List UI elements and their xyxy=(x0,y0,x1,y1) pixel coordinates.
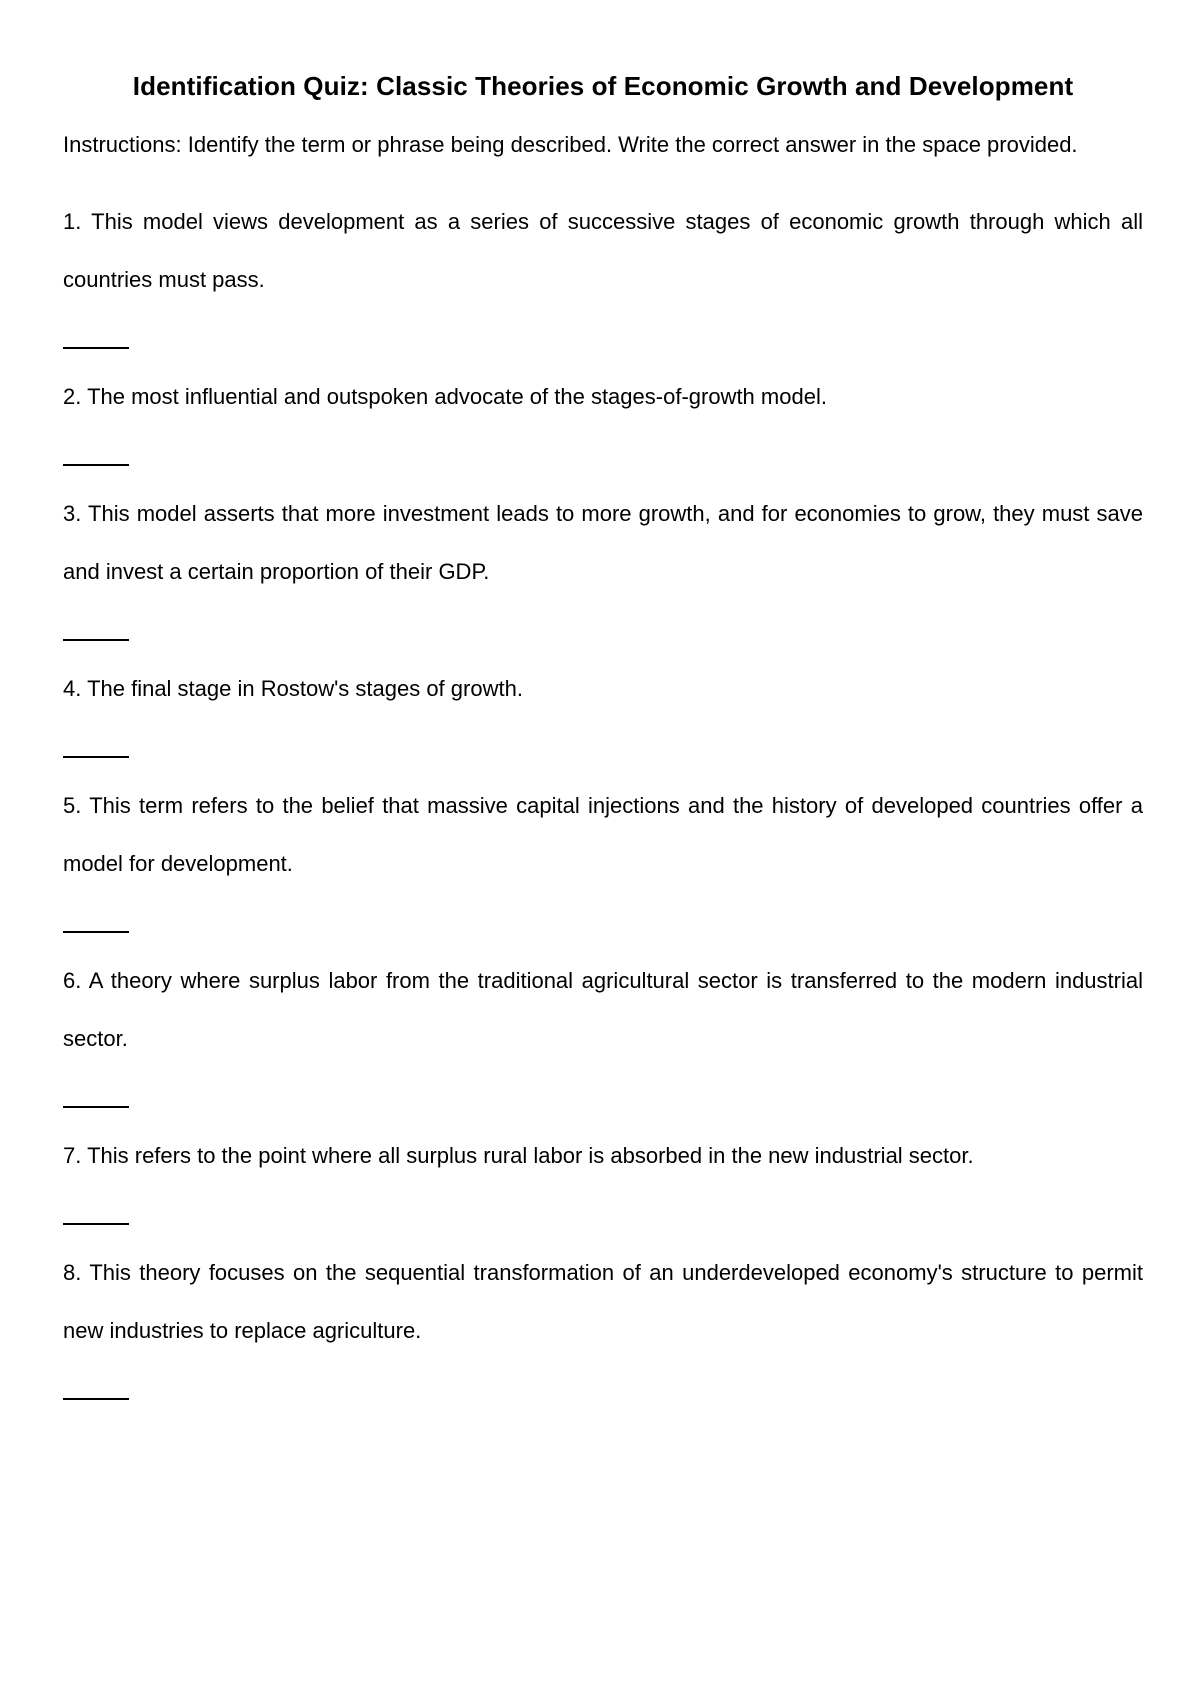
answer-blank[interactable] xyxy=(63,464,129,466)
question-item xyxy=(63,485,1143,641)
answer-blank[interactable] xyxy=(63,1398,129,1400)
question-list xyxy=(63,193,1143,1400)
question-text: 8. This theory focuses on the sequential transformation of an underdeveloped economy's structure to permit new industries to replace agriculture. xyxy=(63,1260,1143,1343)
question-item xyxy=(63,1244,1143,1400)
question-text: 5. This term refers to the belief that massive capital injections and the history of developed countries offer a model for development. xyxy=(63,793,1143,876)
question-item xyxy=(63,368,1143,466)
quiz-page xyxy=(63,62,1143,1418)
question-text: 3. This model asserts that more investment leads to more growth, and for economies to grow, they must save and invest a certain proportion of their GDP. xyxy=(63,501,1143,584)
question-text: 6. A theory where surplus labor from the traditional agricultural sector is transferred to the modern industrial sector. xyxy=(63,968,1143,1051)
answer-blank[interactable] xyxy=(63,1106,129,1108)
instructions-text: Instructions: Identify the term or phrase being described. Write the correct answer in the space provided. xyxy=(63,132,1078,157)
question-text: 2. The most influential and outspoken advocate of the stages-of-growth model. xyxy=(63,384,827,409)
question-item xyxy=(63,777,1143,933)
question-item xyxy=(63,660,1143,758)
answer-blank[interactable] xyxy=(63,931,129,933)
answer-blank[interactable] xyxy=(63,347,129,349)
question-text: 7. This refers to the point where all surplus rural labor is absorbed in the new industrial sector. xyxy=(63,1143,974,1168)
question-item xyxy=(63,193,1143,349)
question-text: 1. This model views development as a series of successive stages of economic growth through which all countries must pass. xyxy=(63,209,1143,292)
answer-blank[interactable] xyxy=(63,639,129,641)
question-item xyxy=(63,952,1143,1108)
question-text: 4. The final stage in Rostow's stages of growth. xyxy=(63,676,523,701)
answer-blank[interactable] xyxy=(63,756,129,758)
question-item xyxy=(63,1127,1143,1225)
page-title: Identification Quiz: Classic Theories of Economic Growth and Development xyxy=(132,71,1074,101)
answer-blank[interactable] xyxy=(63,1223,129,1225)
